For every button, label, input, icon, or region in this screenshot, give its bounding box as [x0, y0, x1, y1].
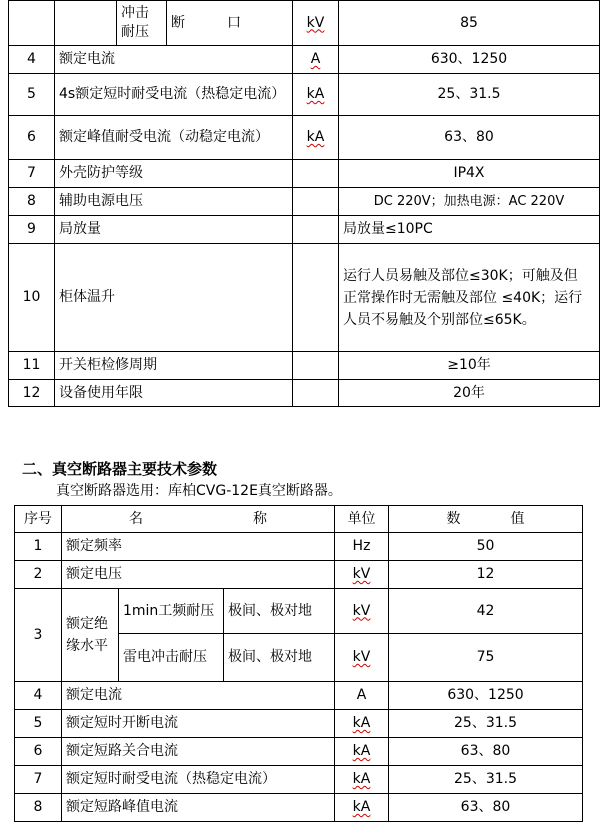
param-name: 柜体温升: [55, 244, 293, 352]
unit-cell: kA: [335, 766, 389, 794]
table-row: [15, 738, 583, 766]
table-row: [9, 188, 600, 216]
row-number: 7: [15, 766, 62, 794]
param-name: 4s额定短时耐受电流（热稳定电流）: [55, 74, 293, 116]
value-cell: 630、1250: [389, 682, 583, 710]
param-name: 额定短时耐受电流（热稳定电流）: [62, 766, 335, 794]
value-cell: DC 220V；加热电源：AC 220V: [339, 188, 600, 216]
header-unit: 单位: [335, 506, 389, 533]
sub-label-b: 断 口: [167, 1, 293, 46]
unit-cell: kV: [293, 1, 339, 46]
value-cell: 运行人员易触及部位≤30K；可触及但正常操作时无需触及部位 ≤40K；运行人员不易触及个别部位≤65K。: [339, 244, 600, 352]
sub-param-scope: 极间、极对地: [224, 634, 335, 682]
group-label: 额定绝缘水平: [62, 589, 119, 682]
table-row: [15, 682, 583, 710]
value-cell: ≥10年: [339, 352, 600, 380]
row-number: 4: [15, 682, 62, 710]
unit-cell: [293, 352, 339, 380]
value-cell: 75: [389, 634, 583, 682]
table-row: [9, 352, 600, 380]
sub-param-name: 1min工频耐压: [119, 589, 224, 634]
table-row: [9, 244, 600, 352]
table-row: [9, 1, 600, 46]
table-row: [15, 561, 583, 589]
row-number: 9: [9, 216, 55, 244]
row-number: 6: [9, 116, 55, 160]
unit-cell: [293, 244, 339, 352]
unit-cell: [293, 160, 339, 188]
unit-cell: kV: [335, 634, 389, 682]
sub-param-name: 雷电冲击耐压: [119, 634, 224, 682]
unit-cell: kA: [335, 710, 389, 738]
unit-cell: A: [293, 46, 339, 74]
tech-params-table-1: [8, 0, 600, 407]
unit-cell: [293, 380, 339, 407]
unit-cell: kA: [335, 738, 389, 766]
row-number: 7: [9, 160, 55, 188]
header-name: 名 称: [62, 506, 335, 533]
param-name: 设备使用年限: [55, 380, 293, 407]
value-cell: 20年: [339, 380, 600, 407]
value-cell: IP4X: [339, 160, 600, 188]
value-cell: 630、1250: [339, 46, 600, 74]
row-number: 8: [15, 794, 62, 822]
param-name: 额定频率: [62, 533, 335, 561]
value-cell: 63、80: [339, 116, 600, 160]
table-row: [15, 794, 583, 822]
row-number: 2: [15, 561, 62, 589]
value-cell: 25、31.5: [389, 766, 583, 794]
unit-cell: [293, 188, 339, 216]
row-number: 6: [15, 738, 62, 766]
param-name: 额定短时开断电流: [62, 710, 335, 738]
param-name: 外壳防护等级: [55, 160, 293, 188]
value-cell: 63、80: [389, 738, 583, 766]
row-number: 8: [9, 188, 55, 216]
unit-cell: kA: [293, 74, 339, 116]
param-name: 局放量: [55, 216, 293, 244]
header-value: 数 值: [389, 506, 583, 533]
row-number: 10: [9, 244, 55, 352]
value-cell: 25、31.5: [389, 710, 583, 738]
unit-cell: [293, 216, 339, 244]
row-number: 12: [9, 380, 55, 407]
row-number: 5: [15, 710, 62, 738]
table-row: [9, 46, 600, 74]
table-row: [9, 380, 600, 407]
param-name: 额定短路关合电流: [62, 738, 335, 766]
unit-cell: A: [335, 682, 389, 710]
table-row: [9, 216, 600, 244]
table-row: [9, 160, 600, 188]
sub-label-a: 冲击耐压: [117, 1, 167, 46]
table-row: [15, 589, 583, 634]
section-title: 二、真空断路器主要技术参数: [22, 460, 218, 478]
header-no: 序号: [15, 506, 62, 533]
row-number: 4: [9, 46, 55, 74]
row-number: 11: [9, 352, 55, 380]
sub-param-scope: 极间、极对地: [224, 589, 335, 634]
table-row: [15, 533, 583, 561]
param-name: 辅助电源电压: [55, 188, 293, 216]
value-cell: 63、80: [389, 794, 583, 822]
param-name: 额定电流: [62, 682, 335, 710]
table-row: [9, 74, 600, 116]
unit-cell: kV: [335, 589, 389, 634]
unit-cell: Hz: [335, 533, 389, 561]
unit-cell: kA: [293, 116, 339, 160]
value-cell: 12: [389, 561, 583, 589]
row-number: 1: [15, 533, 62, 561]
row-number: 3: [15, 589, 62, 682]
table-row: [15, 710, 583, 738]
table-header-row: [15, 506, 583, 533]
table-row: [15, 766, 583, 794]
row-number: 5: [9, 74, 55, 116]
value-cell: 42: [389, 589, 583, 634]
param-name: 额定峰值耐受电流（动稳定电流）: [55, 116, 293, 160]
unit-cell: kV: [335, 561, 389, 589]
param-name: 额定电压: [62, 561, 335, 589]
value-cell: 85: [339, 1, 600, 46]
param-name: 开关柜检修周期: [55, 352, 293, 380]
value-cell: 50: [389, 533, 583, 561]
table-row: [9, 116, 600, 160]
value-cell: 25、31.5: [339, 74, 600, 116]
param-name: 额定电流: [55, 46, 293, 74]
breaker-params-table: [14, 505, 583, 822]
unit-cell: kA: [335, 794, 389, 822]
value-cell: 局放量≤10PC: [339, 216, 600, 244]
section-note: 真空断路器选用：库柏CVG-12E真空断路器。: [56, 483, 342, 499]
param-name: 额定短路峰值电流: [62, 794, 335, 822]
